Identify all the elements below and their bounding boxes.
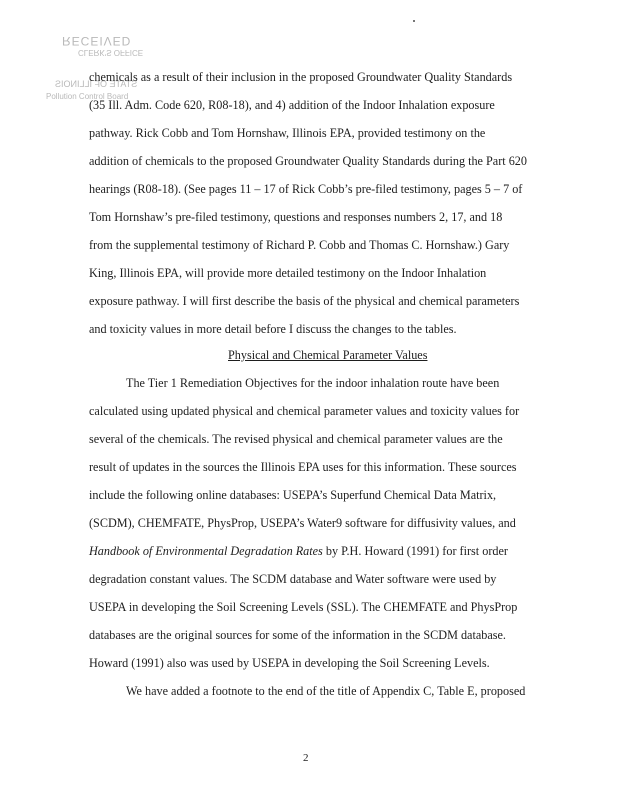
section-heading: Physical and Chemical Parameter Values xyxy=(228,348,428,362)
text-line: Howard (1991) also was used by USEPA in developing the Soil Screening Levels. xyxy=(89,656,490,670)
clerks-office-stamp-text: CLERK'S OFFICE xyxy=(78,48,144,57)
text-line-citation xyxy=(89,544,508,558)
page-number: 2 xyxy=(303,752,309,764)
text-line: several of the chemicals. The revised physical and chemical parameter values are the xyxy=(89,432,503,446)
received-stamp-text: RECEIVED xyxy=(62,34,132,48)
state-stamp-text: STATE OF ILLINOIS xyxy=(55,79,138,89)
text-line: calculated using updated physical and chemical parameter values and toxicity values for xyxy=(89,404,520,418)
text-line: exposure pathway. I will first describe the basis of the physical and chemical parameters xyxy=(89,294,520,308)
text-line: degradation constant values. The SCDM database and Water software were used by xyxy=(89,572,497,586)
scan-speck xyxy=(413,20,415,22)
book-author: by P.H. Howard (1991) xyxy=(322,544,443,558)
book-title: Handbook of Environmental Degradation Rates xyxy=(89,544,323,558)
text-line: USEPA in developing the Soil Screening Levels (SSL). The CHEMFATE and PhysProp xyxy=(89,600,518,614)
text-line: We have added a footnote to the end of the title of Appendix C, Table E, proposed xyxy=(126,684,526,698)
text-line: databases are the original sources for some of the information in the SCDM database. xyxy=(89,628,506,642)
text-line: result of updates in the sources the Illinois EPA uses for this information. These sources xyxy=(89,460,517,474)
text-line: Tom Hornshaw’s pre-filed testimony, questions and responses numbers 2, 17, and 18 xyxy=(89,210,503,224)
text-line: (SCDM), CHEMFATE, PhysProp, USEPA’s Water9 software for diffusivity values, and xyxy=(89,516,516,530)
text-line: include the following online databases: USEPA’s Superfund Chemical Data Matrix, xyxy=(89,488,497,502)
text-line: (35 Ill. Adm. Code 620, R08-18), and 4) addition of the Indoor Inhalation exposure xyxy=(89,98,495,112)
text-line: pathway. Rick Cobb and Tom Hornshaw, Illinois EPA, provided testimony on the xyxy=(89,126,486,140)
text-line: chemicals as a result of their inclusion in the proposed Groundwater Quality Standards xyxy=(89,70,513,84)
board-stamp-text: Pollution Control Board xyxy=(46,92,129,101)
text-line: The Tier 1 Remediation Objectives for the indoor inhalation route have been xyxy=(126,376,500,390)
text-line: hearings (R08-18). (See pages 11 – 17 of Rick Cobb’s pre-filed testimony, pages 5 – 7 of xyxy=(89,182,523,196)
text-line: King, Illinois EPA, will provide more detailed testimony on the Indoor Inhalation xyxy=(89,266,487,280)
text-fragment: for first order xyxy=(442,544,508,558)
text-line: addition of chemicals to the proposed Groundwater Quality Standards during the Part 620 xyxy=(89,154,527,168)
text-line: from the supplemental testimony of Richard P. Cobb and Thomas C. Hornshaw.) Gary xyxy=(89,238,510,252)
text-line: and toxicity values in more detail before I discuss the changes to the tables. xyxy=(89,322,457,336)
